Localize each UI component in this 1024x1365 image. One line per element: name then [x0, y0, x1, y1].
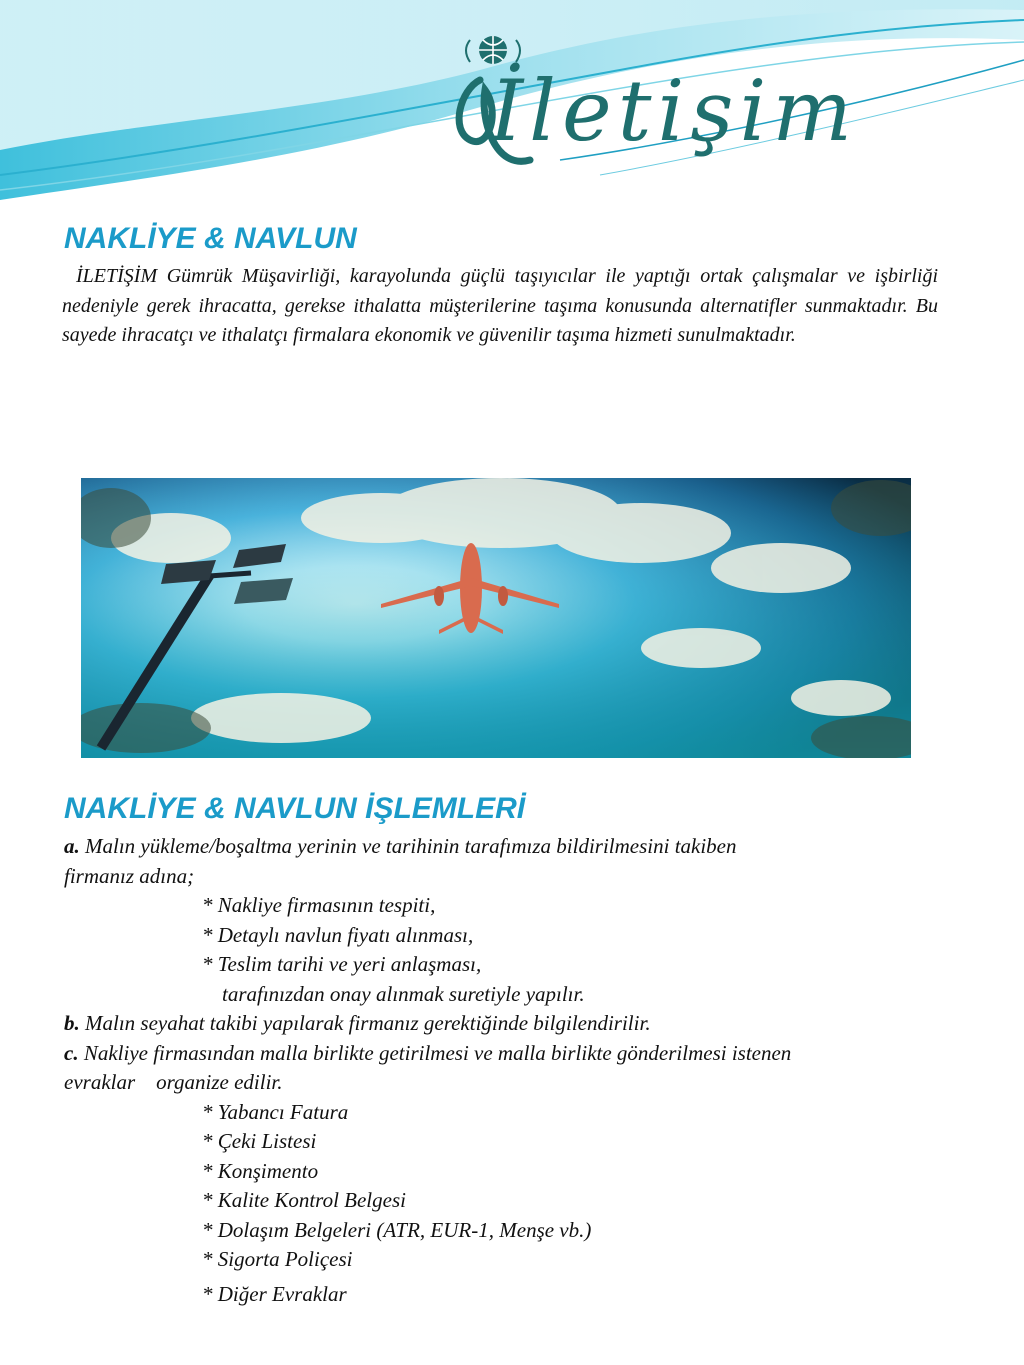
item-a-line-2: firmanız adına;: [64, 863, 195, 888]
list-item: * Diğer Evraklar: [202, 1281, 347, 1306]
airplane-over-clouds-photo: [81, 478, 911, 758]
list-item: * Yabancı Fatura: [202, 1099, 349, 1124]
item-letter-a: a.: [64, 834, 80, 858]
list-item: * Detaylı navlun fiyatı alınması,: [202, 922, 474, 947]
item-a-line-1: [64, 832, 1004, 862]
item-letter-c: c.: [64, 1040, 79, 1065]
list-item: * Sigorta Poliçesi: [202, 1247, 353, 1271]
section-heading-islemler: NAKLİYE & NAVLUN İŞLEMLERİ: [64, 792, 526, 825]
procedures-list: [64, 832, 1004, 1314]
list-item: * Konşimento: [202, 1158, 319, 1183]
list-item: * Çeki Listesi: [202, 1129, 317, 1153]
item-c-line-1: [64, 1039, 1004, 1069]
item-c-line-2: evraklar organize edilir.: [64, 1070, 283, 1094]
item-b-line: [64, 1009, 1004, 1039]
item-letter-b: b.: [64, 1011, 80, 1035]
item-c-text: Nakliye firmasından malla birlikte getirilmesi ve malla birlikte gönderilmesi istenen: [83, 1040, 792, 1065]
item-a-closing: tarafınızdan onay alınmak suretiyle yapılır.: [222, 981, 585, 1006]
section-heading-nakliye-navlun: NAKLİYE & NAVLUN: [64, 222, 357, 255]
list-item: * Dolaşım Belgeleri (ATR, EUR-1, Menşe vb.): [202, 1217, 592, 1242]
logo-wordmark: İletişim: [490, 62, 859, 160]
airplane-photo: [81, 478, 911, 758]
list-item: * Teslim tarihi ve yeri anlaşması,: [202, 952, 482, 976]
intro-paragraph: İLETİŞİM Gümrük Müşavirliği, karayolunda güçlü taşıyıcılar ile yaptığı ortak çalışmalar ve işbirliği nedeniyle gerek ihracatta, gerekse ithalatta müşterilerine taşıma konusunda alternatifler sunmaktadır. Bu sayede ihracatçı ve ithalatçı firmalara ekonomik ve güvenilir taşıma hizmeti sunulmaktadır.: [62, 265, 938, 346]
list-item: * Nakliye firmasının tespiti,: [202, 893, 436, 917]
list-item: * Kalite Kontrol Belgesi: [202, 1188, 406, 1212]
item-a-text: Malın yükleme/boşaltma yerinin ve tarihinin tarafımıza bildirilmesini takiben: [85, 834, 737, 858]
item-b-text: Malın seyahat takibi yapılarak firmanız gerektiğinde bilgilendirilir.: [85, 1011, 651, 1035]
